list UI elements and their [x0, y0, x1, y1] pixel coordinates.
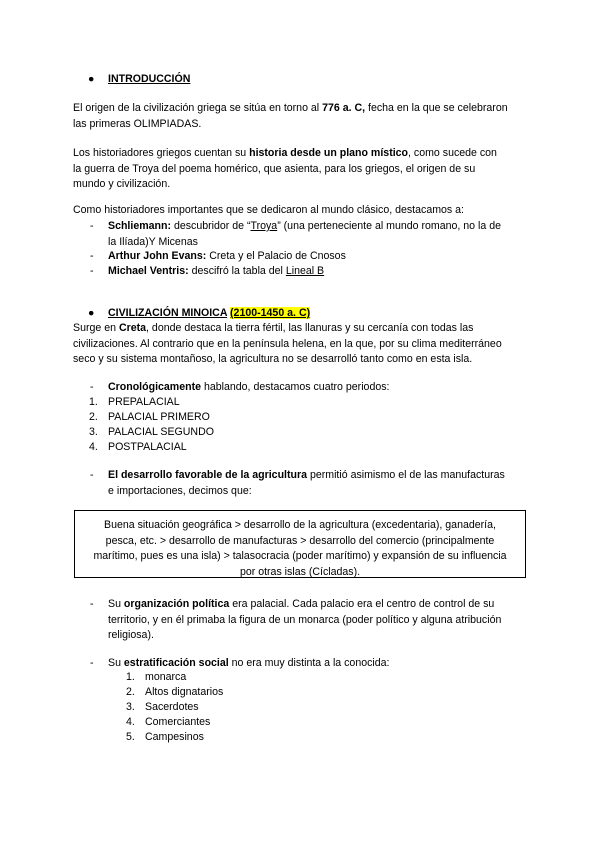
- minoica-dates: (2100-1450 a. C): [230, 307, 311, 319]
- intro-paragraph-1: El origen de la civilización griega se sitúa en torno al 776 a. C, fecha en la que se celebraron las primeras OLIMPIADAS.: [73, 102, 508, 130]
- classes-list: 1. monarca 2. Altos dignatarios 3. Sacerdotes 4. Comerciantes 5. Campesinos: [126, 671, 224, 743]
- intro-paragraph-3: Como historiadores importantes que se dedicaron al mundo clásico, destacamos a:: [73, 204, 464, 216]
- document-page: ● INTRODUCCIÓN El origen de la civilización griega se sitúa en torno al 776 a. C, fecha en la que se celebraron las primeras OLIMPIADAS. Los historiadores griegos cuentan su historia desde un plano místico, como sucede con la guerra de Troya del poema homérico, que asienta, para los griegos, el origen de su mundo y civilización. Como historiadores importantes que se dedicaron al mundo clásico, destacamos a: - Schliemann: descubridor de “Troya” (una perteneciente al mundo romano, no la de la Ilíada)Y Micenas - Arthur John Evans: Creta y el Palacio de Cnosos - Michael Ventris: descifró la tabla del Lineal B ● CIVILIZACIÓN MINOICA (2100-1450 a. C) Surge en Creta, donde destaca la tierra fértil, las llanuras y su cercanía con todas las civilizaciones. Al contrario que en la península helena, en la que, por su clima mediterráneo seco y su sistema montañoso, la agricultura no se desarrolló tanto como en esta isla. - Cronológicamente hablando, destacamos cuatro periodos: 1. PREPALACIAL 2. PALACIAL PRIMERO 3. PALACIAL SEGUNDO 4. POSTPALACIAL - El desarrollo favorable de la agricultura permitió asimismo el de las manufacturas e importaciones, decimos que: Buena situación geográfica > desarrollo de la agricultura (excedentaria), ganadería, pesca, etc. > desarrollo de manufacturas > desarrollo del comercio (principalmente marítimo, pues es una isla) > talasocracia (poder marítimo) y expansión de su influencia por otras islas (Cícladas). - Su organización política era palacial. Cada palacio era el centro de control de su territorio, y en él primaba la figura de un monarca (poder político y alguna atribución religiosa). - Su estratificación social no era muy distinta a la conocida: 1. monarca 2. Altos dignatarios 3. Sacerdotes 4. Comerciantes 5. Campesinos: [0, 0, 600, 848]
- intro-paragraph-2: Los historiadores griegos cuentan su historia desde un plano místico, como sucede con la guerra de Troya del poema homérico, que asienta, para los griegos, el origen de su mundo y civilización.: [73, 147, 497, 190]
- periods-list: 1. PREPALACIAL 2. PALACIAL PRIMERO 3. PALACIAL SEGUNDO 4. POSTPALACIAL: [89, 396, 214, 453]
- lineal-b-link[interactable]: Lineal B: [285, 265, 325, 277]
- minoica-heading: ● CIVILIZACIÓN MINOICA (2100-1450 a. C): [88, 306, 310, 322]
- minoica-paragraph-1: Surge en Creta, donde destaca la tierra fértil, las llanuras y su cercanía con todas las civilizaciones. Al contrario que en la península helena, en la que, por su clima mediterráneo seco y su sistema montañoso, la agricultura no se desarrolló tanto como en esta isla.: [73, 322, 502, 365]
- summary-box: Buena situación geográfica > desarrollo de la agricultura (excedentaria), ganadería, pesca, etc. > desarrollo de manufacturas > desarrollo del comercio (principalmente marítimo, pues es una isla) > talasocracia (poder marítimo) y expansión de su influencia por otras islas (Cícladas).: [74, 510, 526, 578]
- bullet-icon: ●: [88, 307, 95, 319]
- bullet-icon: ●: [88, 73, 95, 85]
- intro-heading: ● INTRODUCCIÓN: [88, 72, 190, 88]
- troya-link[interactable]: Troya: [250, 220, 278, 232]
